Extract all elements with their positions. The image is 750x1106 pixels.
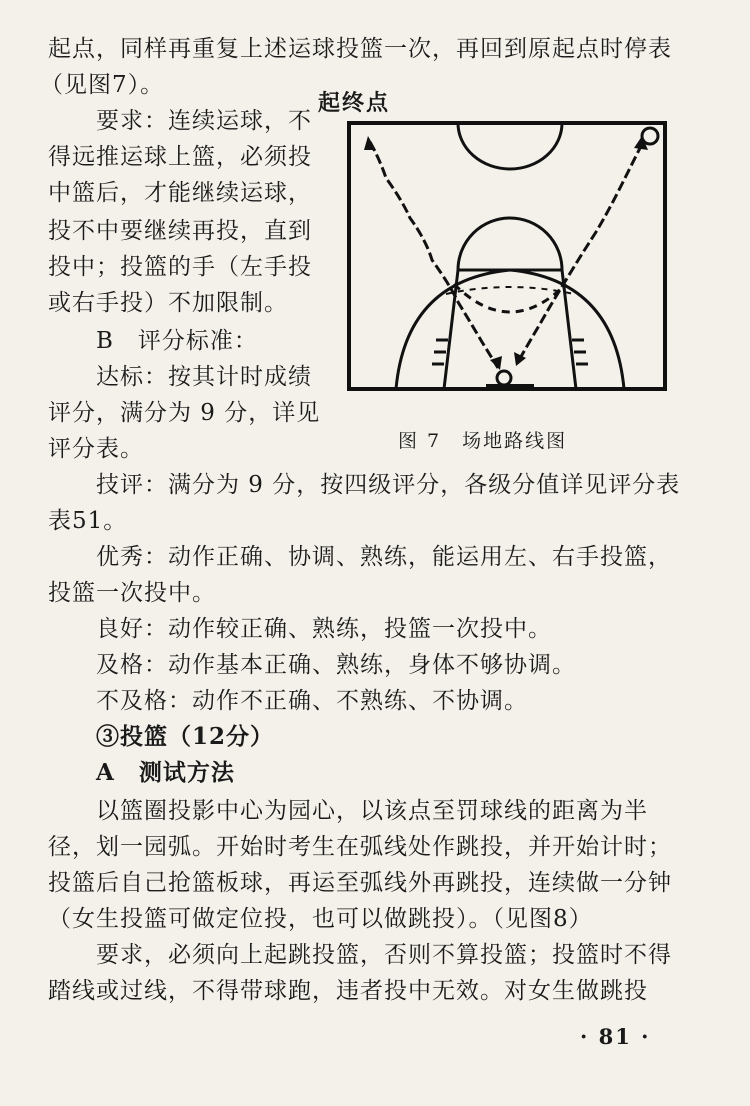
section-heading: ③投篮（12分）: [96, 723, 275, 750]
center-circle-arc: [458, 123, 562, 169]
text-line: 径，划一园弧。开始时考生在弧线处作跳投，并开始计时；: [48, 834, 672, 860]
text-line: 不及格：动作不正确、不熟练、不协调。: [96, 688, 528, 714]
text-line: 要求：连续运球，不: [96, 108, 312, 134]
free-throw-circle: [458, 218, 562, 270]
text-line: 或右手投）不加限制。: [48, 290, 288, 316]
figure-caption: 图 7 场地路线图: [398, 430, 568, 452]
text-line: 得远推运球上篮，必须投: [48, 144, 312, 170]
route-right: [518, 144, 642, 362]
lane-hash-marks: [432, 340, 588, 364]
route-left-basket-arrow: [490, 356, 502, 370]
text-line: 以篮圈投影中心为园心，以该点至罚球线的距离为半: [96, 798, 648, 824]
text-line: 及格：动作基本正确、熟练，身体不够协调。: [96, 652, 576, 678]
route-left-arrow: [364, 136, 376, 150]
text-line: 要求，必须向上起跳投篮，否则不算投篮；投篮时不得: [96, 942, 672, 968]
text-line: 投中；投篮的手（左手投: [48, 254, 312, 280]
route-left: [370, 142, 498, 368]
text-line: 技评：满分为 9 分，按四级评分，各级分值详见评分表: [96, 472, 681, 498]
page-number: · 81 ·: [580, 1024, 651, 1049]
text-line: 优秀：动作正确、协调、熟练，能运用左、右手投篮，: [96, 544, 672, 570]
text-line: 踏线或过线，不得带球跑，违者投中无效。对女生做跳投: [48, 978, 648, 1004]
section-heading: A 测试方法: [96, 759, 235, 786]
text-line: 良好：动作较正确、熟练，投篮一次投中。: [96, 616, 552, 642]
text-line: 达标：按其计时成绩: [96, 364, 312, 390]
text-line: （女生投篮可做定位投，也可以做跳投）。（见图8）: [48, 906, 593, 932]
text-line: 表51。: [48, 508, 128, 534]
text-line: 投不中要继续再投，直到: [48, 218, 312, 244]
text-line: 起点，同样再重复上述运球投篮一次，再回到原起点时停表: [48, 36, 672, 62]
basket-icon: [497, 371, 511, 385]
text-line: 投篮后自己抢篮板球，再运至弧线外再跳投，连续做一分钟: [48, 870, 672, 896]
figure-start-end-label: 起终点: [318, 90, 391, 116]
text-line: 评分表。: [48, 436, 144, 462]
court-route-diagram: [346, 120, 668, 392]
section-heading: B 评分标准：: [96, 328, 258, 354]
text-line: 投篮一次投中。: [48, 580, 216, 606]
text-line: （见图7）。: [40, 72, 165, 98]
text-line: 中篮后，才能继续运球，: [48, 180, 312, 206]
route-right-basket-arrow: [514, 352, 526, 366]
text-line: 评分，满分为 9 分，详见: [48, 400, 321, 426]
start-end-ball-icon: [642, 128, 658, 144]
